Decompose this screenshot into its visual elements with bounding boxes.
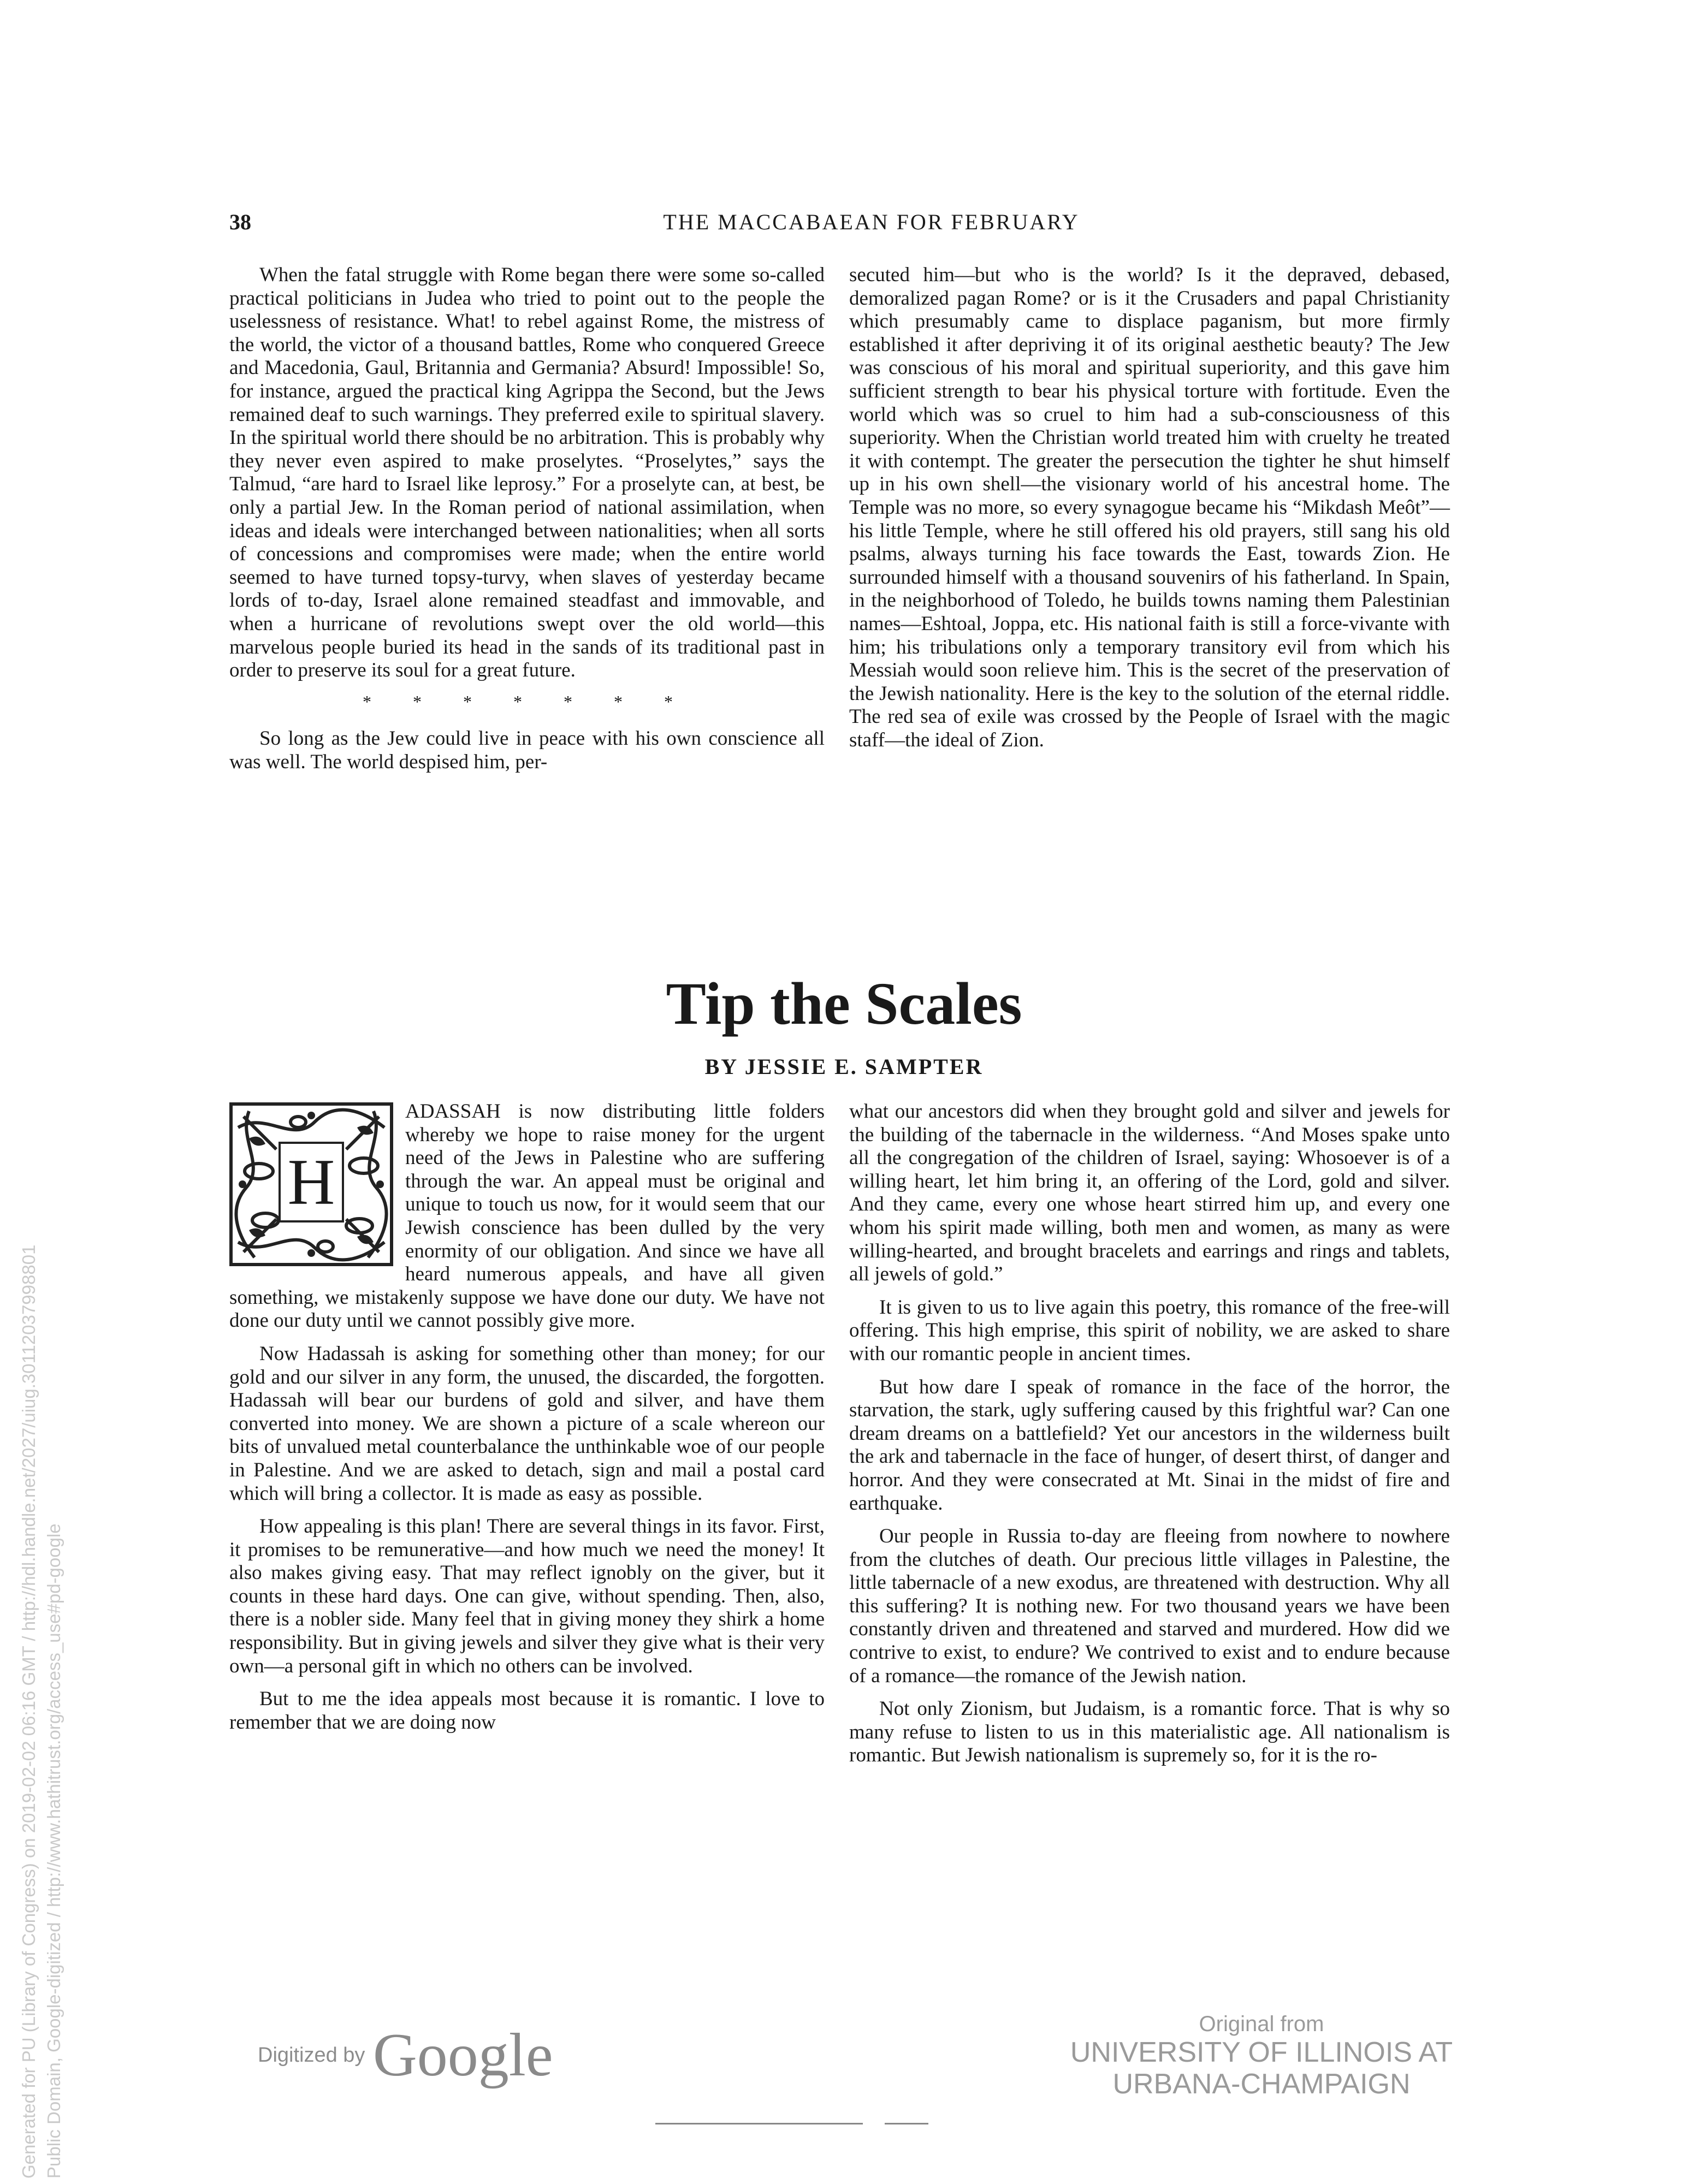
google-logo: Google — [372, 2021, 553, 2089]
original-from-label: Original from — [1199, 2012, 1324, 2036]
footer-rule — [655, 2123, 863, 2124]
paragraph: When the fatal struggle with Rome began there were some so-called practical politicians in Judea who tried to point out to the people the uselessness of resistance. What! to rebel against Rome, the mistress of the world, the victor of a thousand battles, Rome who conquered Greece and Macedonia, Gaul, Britannia and Germania? Absurd! Impossible! So, for instance, argued the practical king Agrippa the Second, but the Jews remained deaf to such warnings. They preferred exile to spiritual slavery. In the spiritual world there should be no arbitration. This is probably why they never even aspired to make proselytes. “Proselytes,” says the Talmud, “are hard to Israel like leprosy.” For a proselyte can, at best, be only a partial Jew. In the Roman period of national assimilation, when ideas and ideals were interchanged between nationalities; when all sorts of concessions and compromises were made; when the entire world seemed to have turned topsy-turvy, when slaves of yesterday became lords of to-day, Israel alone remained steadfast and immovable, and when a hurricane of revolutions swept over the old world—this marvelous people buried its head in the sands of its traditional past in order to preserve its soul for a great future. — [229, 264, 825, 682]
paragraph: Our people in Russia to-day are fleeing from nowhere to nowhere from the clutches of death. Our precious little villages in Palestine, the little tabernacle of a new exodus, are threatened with destruction. Why all this suffering? It is nothing new. For two thousand years we have been constantly driven and threatened and starved and murdered. How did we contrive to exist, to endure? We contrived to exist and to endure because of a romance—the romance of the Jewish nation. — [849, 1525, 1450, 1687]
digitized-by-label: Digitized by — [258, 2044, 365, 2067]
section-break-stars: * * * * * * * — [363, 691, 691, 711]
prev-article-column-right — [849, 264, 1450, 752]
byline: BY JESSIE E. SAMPTER — [704, 1054, 984, 1079]
university-name-line1: UNIVERSITY OF ILLINOIS AT — [1070, 2037, 1453, 2068]
paragraph: It is given to us to live again this poetry, this romance of the free-will offering. This high emprise, this spirit of nobility, we are asked to share with our romantic people in ancient times. — [849, 1296, 1450, 1365]
original-from-mark — [1065, 2012, 1458, 2100]
footer-rule — [885, 2123, 928, 2124]
paragraph: what our ancestors did when they brought gold and silver and jewels for the building of the tabernacle in the wilderness. “And Moses spake unto all the congregation of the children of Israel, saying: Whosoever is of a willing heart, let him bring it, an offering of the Lord, gold and silver. And they came, every one whose heart stirred him up, and every one whom his spirit made willing, both men and women, as many as were willing-hearted, and brought bracelets and earrings and rings and tablets, all jewels of gold.” — [849, 1100, 1450, 1286]
article-column-left — [229, 1100, 825, 1734]
paragraph: But to me the idea appeals most because it is romantic. I love to remember that we are doing now — [229, 1688, 825, 1734]
paragraph: Now Hadassah is asking for something other than money; for our gold and our silver in any form, the unused, the discarded, the forgotten. Hadassah will bear our burdens of gold and silver, and have them converted into money. We are shown a picture of a scale whereon our bits of unvalued metal counterbalance the unthinkable woe of our people in Palestine. And we are asked to detach, sign and mail a postal card which will bring a collector. It is made as easy as possible. — [229, 1342, 825, 1505]
paragraph: But how dare I speak of romance in the face of the horror, the starvation, the stark, ugly suffering caused by this frightful war? Can one dream dreams on a battlefield? Yet our ancestors in the wilderness built the ark and tabernacle in the face of hunger, of desert thirst, of danger and horror. And they were consecrated at Mt. Sinai in the midst of fire and earthquake. — [849, 1375, 1450, 1515]
paragraph: So long as the Jew could live in peace with his own conscience all was well. The world despised him, per- — [229, 727, 825, 773]
university-name-line2: URBANA-CHAMPAIGN — [1112, 2068, 1411, 2100]
hathitrust-watermark — [16, 1245, 67, 2179]
paragraph: secuted him—but who is the world? Is it the depraved, debased, demoralized pagan Rome? or is it the Crusaders and papal Christianity which presumably came to displace paganism, but more firmly established it after depriving it of its original aesthetic beauty? The Jew was conscious of his moral and spiritual superiority, and this gave him sufficient strength to bear his physical torture with fortitude. Even the world which was so cruel to him had a sub-consciousness of this superiority. When the Christian world treated him with cruelty he treated it with contempt. The greater the persecution the tighter he shut himself up in his own shell—the visionary world of his ancestral home. The Temple was no more, so every synagogue became his “Mikdash Meôt”—his little Temple, where he still offered his old prayers, still sang his old psalms, always turning his face towards the East, towards Zion. He surrounded himself with a thousand souvenirs of his fatherland. In Spain, in the neighborhood of Toledo, he builds towns naming them Palestinian names—Eshtoal, Joppa, etc. His national faith is still a force-vivante with him; his tribulations only a temporary transitory evil from which his Messiah would soon relieve him. This is the secret of the preservation of the Jewish nationality. Here is the key to the solution of the eternal riddle. The red sea of exile was crossed by the People of Israel with the magic staff—the ideal of Zion. — [849, 264, 1450, 751]
article-column-right — [849, 1100, 1450, 1767]
digitized-by-google-mark — [258, 2020, 553, 2091]
prev-article-column-left — [229, 264, 825, 774]
article-title: Tip the Scales — [666, 970, 1022, 1037]
paragraph: Not only Zionism, but Judaism, is a romantic force. That is why so many refuse to listen to us in this materialistic age. All nationalism is romantic. But Jewish nationalism is supremely so, for it is the ro- — [849, 1698, 1450, 1767]
watermark-line: Public Domain, Google-digitized / http://www.hathitrust.org/access_use#pd-google — [44, 1523, 64, 2179]
paragraph: How appealing is this plan! There are several things in its favor. First, it promises to be remunerative—and how much we need the money! It also makes giving easy. That may reflect ignobly on the giver, but it counts in these hard days. One can give, without spending. Then, also, there is a nobler side. Many feel that in giving money they shirk a home responsibility. But in giving jewels and silver they give what is their very own—a personal gift in which no others can be involved. — [229, 1515, 825, 1677]
page-number: 38 — [229, 210, 251, 234]
paragraph: ADASSAH is now distributing little folders whereby we hope to raise money for the urgent need of the Jews in Palestine who are suffering through the war. An appeal must be original and unique to touch us now, for it would seem that our Jewish conscience has been dulled by the very enormity of our obligation. And since we have all heard numerous appeals, and have all given something, we mistakenly suppose we have done our duty. We have not done our duty until we cannot possibly give more. — [229, 1100, 825, 1332]
drop-cap-letter: H — [279, 1142, 344, 1222]
running-head: THE MACCABAEAN FOR FEBRUARY — [663, 210, 1080, 234]
watermark-line: Generated for PU (Library of Congress) on 2019-02-02 06:16 GMT / http://hdl.handle.net/2027/uiug.30112037998801 — [19, 1244, 39, 2179]
ornamental-drop-cap — [229, 1102, 393, 1266]
